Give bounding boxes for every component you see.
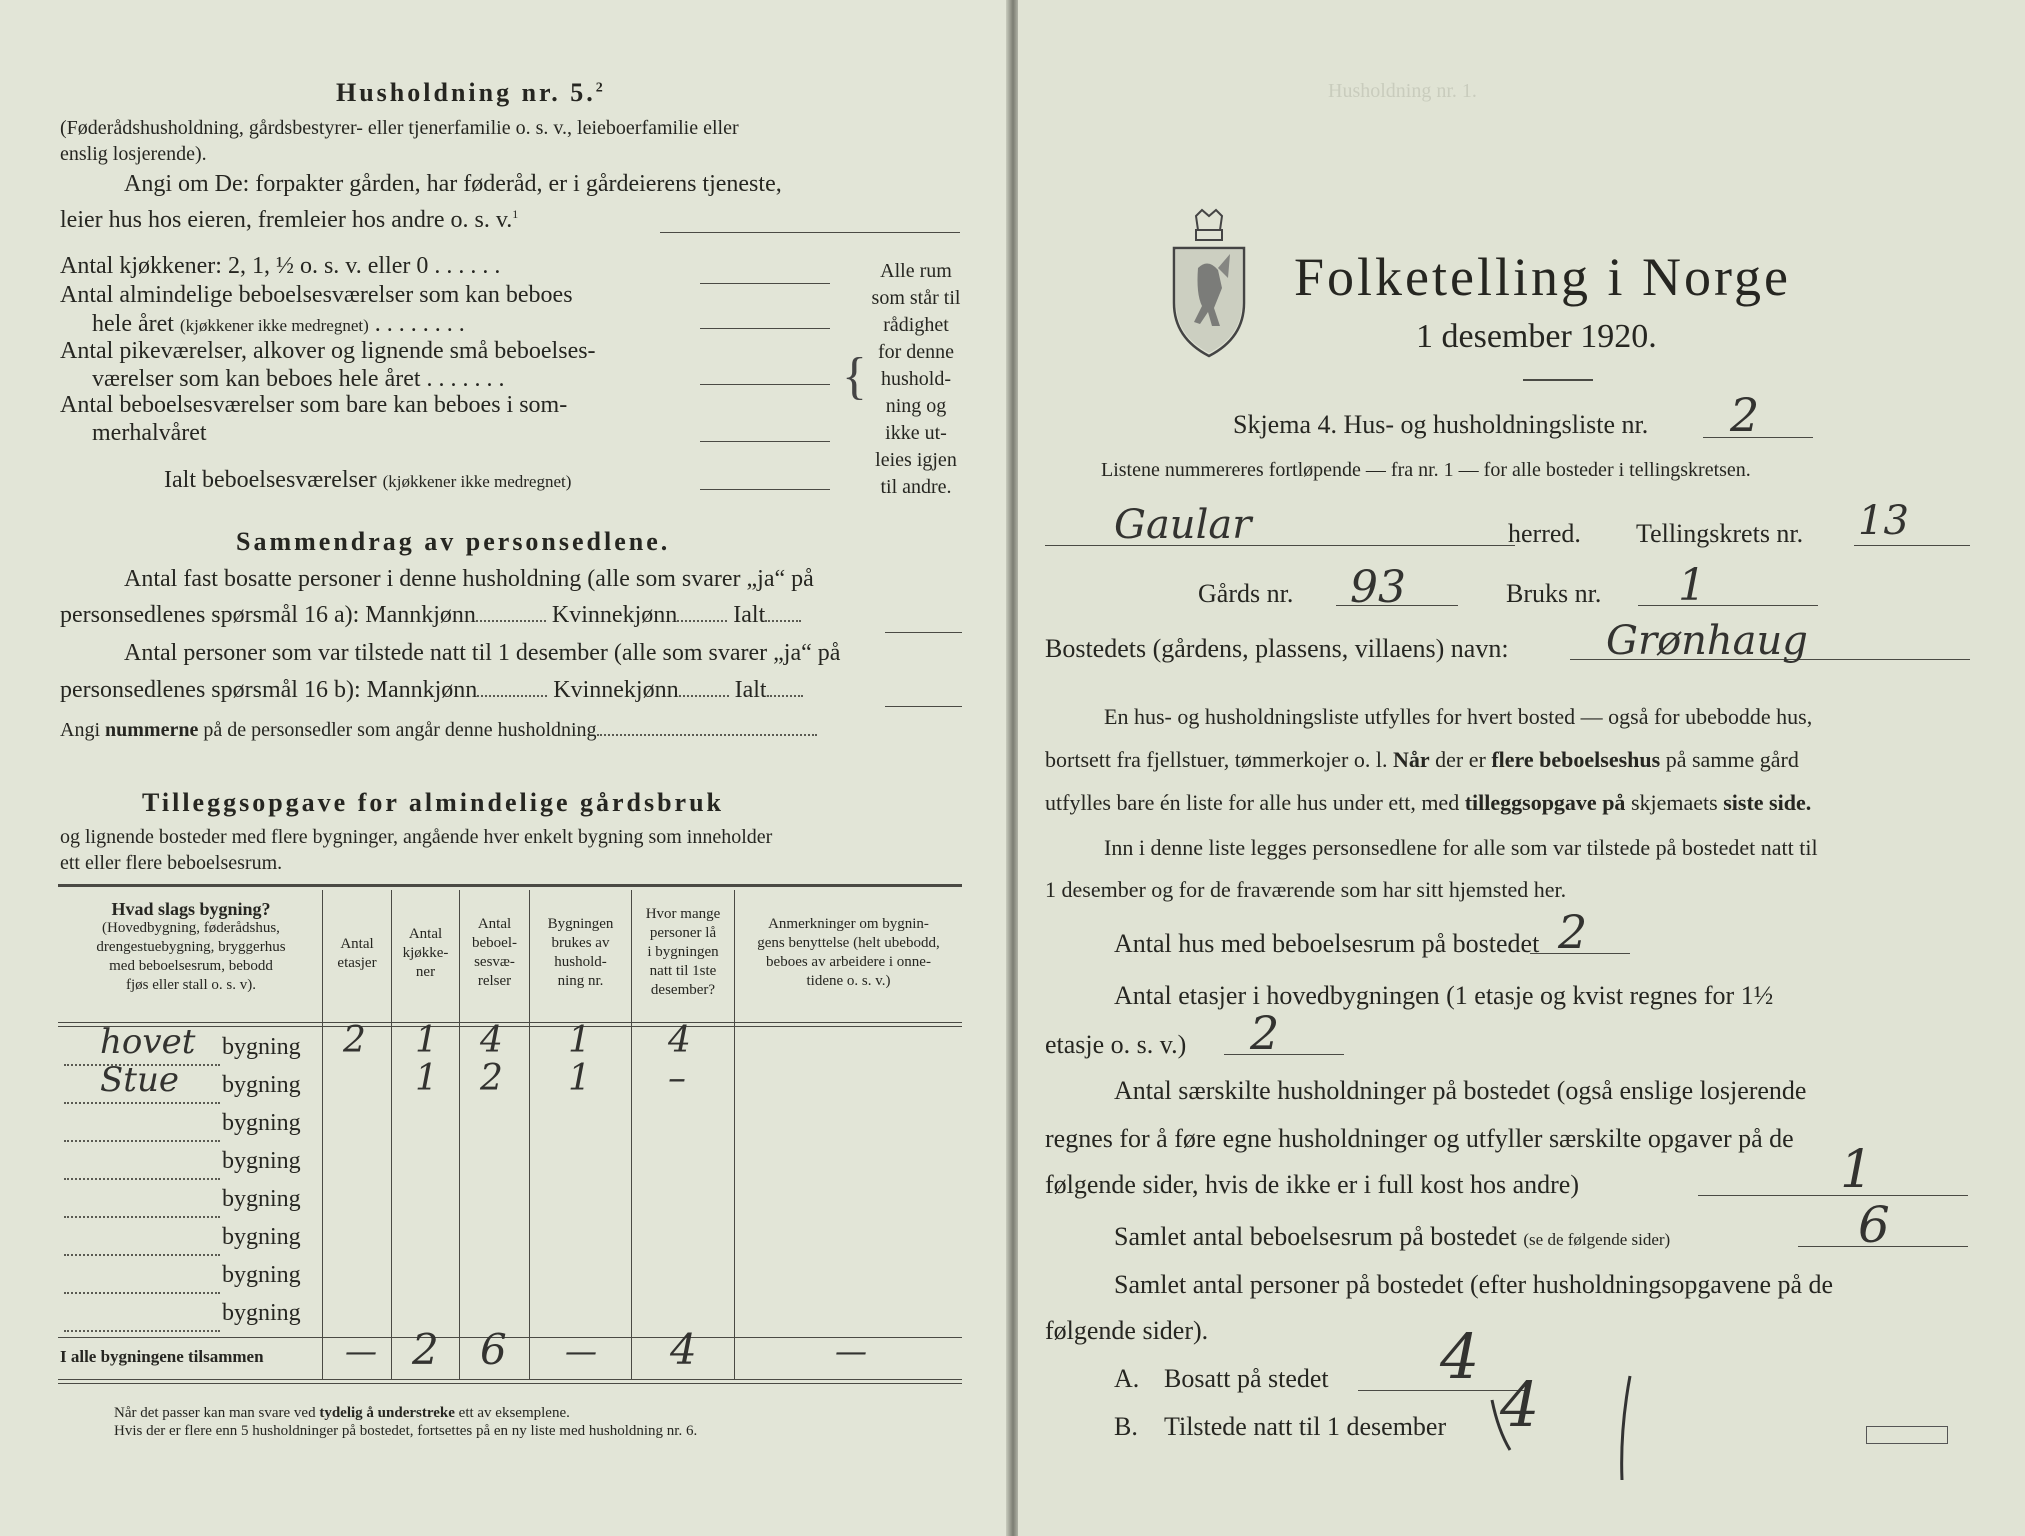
a-label: A. bbox=[1114, 1364, 1140, 1393]
header-beboelses: Antal beboel- sesvæ- relser bbox=[472, 916, 517, 989]
header-etasjer: Antal etasjer bbox=[337, 936, 377, 971]
gards-value: 93 bbox=[1350, 562, 1406, 613]
alm-line2: hele året (kjøkkener ikke medregnet) . . . . . . . . bbox=[92, 311, 465, 337]
row-bygning-label: bygning bbox=[222, 1034, 301, 1060]
bleed-through-heading: Husholdning nr. 1. bbox=[1328, 80, 1477, 102]
total-brukes: — bbox=[565, 1332, 597, 1370]
q-hush-line2: regnes for å føre egne husholdninger og utfyller særskilte opgaver på de bbox=[1045, 1124, 1794, 1153]
row-etasjer-cell: 2 bbox=[343, 1020, 366, 1061]
a-text: Bosatt på stedet bbox=[1164, 1364, 1329, 1393]
q-samlet-rum-value: 6 bbox=[1858, 1196, 1890, 1254]
tillegg-title: Tilleggsopgave for almindelige gårdsbruk bbox=[142, 788, 725, 817]
row-building-name: Stue bbox=[100, 1060, 179, 1100]
q-hush-value: 1 bbox=[1840, 1140, 1874, 1200]
alm-line1: Antal almindelige beboelsesværelser som kan beboes bbox=[60, 282, 573, 308]
census-title: Folketelling i Norge bbox=[1294, 247, 1791, 307]
row-beboelses-cell: 4 bbox=[480, 1020, 503, 1061]
tillegg-text-line1: og lignende bosteder med flere bygninger, angående hver enkelt bygning som inneholder bbox=[60, 826, 773, 848]
right-page bbox=[1018, 0, 2025, 1536]
skjema-label: Skjema 4. Hus- og husholdningsliste nr. bbox=[1233, 410, 1649, 439]
row-bygning-label: bygning bbox=[222, 1072, 301, 1098]
row-bygning-label: bygning bbox=[222, 1224, 301, 1250]
q-hus-value: 2 bbox=[1558, 905, 1588, 959]
q-etasjer-line1: Antal etasjer i hovedbygningen (1 etasje og kvist regnes for 1½ bbox=[1114, 981, 1774, 1010]
row-brukes-cell: 1 bbox=[568, 1058, 591, 1099]
header-anmerkninger: Anmerkninger om bygnin- gens benyttelse (helt ubebodd, beboes av arbeidere i onne- tidene o. s. v.) bbox=[757, 916, 940, 989]
tellingskrets-value: 13 bbox=[1858, 498, 1909, 544]
row-bygning-label: bygning bbox=[222, 1300, 301, 1326]
total-anm: — bbox=[835, 1332, 867, 1370]
b-value: 4 bbox=[1500, 1368, 1540, 1441]
total-personer: 4 bbox=[670, 1325, 697, 1374]
pike-line1: Antal pikeværelser, alkover og lignende små beboelses- bbox=[60, 338, 596, 364]
household-subtitle-line2: enslig losjerende). bbox=[60, 143, 207, 165]
bruks-label: Bruks nr. bbox=[1506, 579, 1602, 608]
sammendrag-p3: Angi nummerne på de personsedler som angår denne husholdning bbox=[60, 719, 817, 742]
census-date: 1 desember 1920. bbox=[1416, 318, 1657, 355]
skjema-value: 2 bbox=[1730, 388, 1760, 442]
sommer-line2: merhalvåret bbox=[92, 420, 207, 446]
bosted-label: Bostedets (gårdens, plassens, villaens) navn: bbox=[1045, 634, 1509, 663]
instr-line3: utfylles bare én liste for alle hus under ett, med tilleggsopgave på skjemaets siste side. bbox=[1045, 790, 1812, 815]
angi-answer-line bbox=[660, 232, 960, 233]
tillegg-text-line2: ett eller flere beboelsesrum. bbox=[60, 852, 283, 874]
total-etasjer: — bbox=[345, 1332, 377, 1370]
sammendrag-p2-line2: personsedlenes spørsmål 16 b): Mannkjønn Kvinnekjønn Ialt bbox=[60, 677, 803, 704]
row-bygning-label: bygning bbox=[222, 1262, 301, 1288]
q-hush-line3: følgende sider, hvis de ikke er i full kost hos andre) bbox=[1045, 1170, 1579, 1199]
sammendrag-p2-line1: Antal personer som var tilstede natt til 1 desember (alle som svarer „ja“ på bbox=[124, 640, 841, 666]
herred-label: herred. bbox=[1508, 519, 1581, 548]
q-hush-line1: Antal særskilte husholdninger på bostedet (også enslige losjerende bbox=[1114, 1076, 1807, 1105]
b-text: Tilstede natt til 1 desember bbox=[1164, 1412, 1447, 1441]
instr2-line1: Inn i denne liste legges personsedlene for alle som var tilstede på bostedet natt til bbox=[1104, 835, 1818, 860]
instr-line2: bortsett fra fjellstuer, tømmerkojer o. l. Når der er flere beboelseshus på samme gård bbox=[1045, 747, 1799, 772]
brace: { bbox=[842, 348, 867, 405]
norway-coat-of-arms-icon bbox=[1168, 208, 1250, 358]
row-beboelses-cell: 2 bbox=[480, 1058, 503, 1099]
listene-note: Listene nummereres fortløpende — fra nr. 1 — for alle bosteder i tellingskretsen. bbox=[1101, 459, 1751, 481]
a-value: 4 bbox=[1440, 1320, 1480, 1393]
row-brukes-cell: 1 bbox=[568, 1020, 591, 1061]
row-kjokkener-cell: 1 bbox=[415, 1058, 438, 1099]
header-brukes: Bygningen brukes av hushold- ning nr. bbox=[547, 916, 614, 989]
q-samlet-rum-label: Samlet antal beboelsesrum på bostedet (se de følgende sider) bbox=[1114, 1222, 1671, 1251]
total-beboelses: 6 bbox=[480, 1325, 507, 1374]
left-page bbox=[0, 0, 1012, 1536]
sammendrag-title: Sammendrag av personsedlene. bbox=[236, 527, 671, 556]
bruks-value: 1 bbox=[1678, 560, 1706, 611]
handwritten-strokes bbox=[1480, 1370, 1660, 1490]
instr-line1: En hus- og husholdningsliste utfylles for hvert bosted — også for ubebodde hus, bbox=[1104, 704, 1813, 729]
sammendrag-p1-line1: Antal fast bosatte personer i denne husholdning (alle som svarer „ja“ på bbox=[124, 566, 814, 592]
printer-stamp bbox=[1866, 1426, 1948, 1444]
row-bygning-label: bygning bbox=[222, 1148, 301, 1174]
row-personer-cell: – bbox=[668, 1058, 686, 1099]
kjokkener-label: Antal kjøkkener: 2, 1, ½ o. s. v. eller 0 . . . . . . bbox=[60, 253, 501, 279]
household-subtitle-line1: (Føderådshusholdning, gårdsbestyrer- eller tjenerfamilie o. s. v., leieboerfamilie eller bbox=[60, 117, 739, 139]
total-label: I alle bygningene tilsammen bbox=[60, 1347, 264, 1366]
sammendrag-p1-line2: personsedlenes spørsmål 16 a): Mannkjønn Kvinnekjønn Ialt bbox=[60, 602, 801, 629]
rooms-note: Alle rum som står til rådighet for denne hushold- ning og ikke ut- leies igjen til andre. bbox=[871, 260, 961, 498]
row-bygning-label: bygning bbox=[222, 1110, 301, 1136]
sommer-line1: Antal beboelsesværelser som bare kan beboes i som- bbox=[60, 392, 568, 418]
total-kjokkener: 2 bbox=[412, 1325, 439, 1374]
bosted-value: Grønhaug bbox=[1606, 618, 1808, 664]
household-title: Husholdning nr. 5.$^2$ bbox=[336, 78, 606, 107]
herred-value: Gaular bbox=[1114, 502, 1252, 548]
angi-line2: leier hus hos eieren, fremleier hos andre o. s. v.$^1$ bbox=[60, 207, 519, 233]
q-etasjer-value: 2 bbox=[1250, 1006, 1280, 1060]
row-building-name: hovet bbox=[100, 1022, 196, 1062]
header-hvad: Hvad slags bygning? (Hovedbygning, føderådshus, drengestuebygning, bryggerhus med beboelsesrum, bebodd fjøs eller stall o. s. v). bbox=[96, 899, 286, 993]
instr2-line2: 1 desember og for de fraværende som har sitt hjemsted her. bbox=[1045, 877, 1567, 902]
angi-line1: Angi om De: forpakter gården, har føderåd, er i gårdeierens tjeneste, bbox=[124, 171, 782, 197]
q-etasjer-line2: etasje o. s. v.) bbox=[1045, 1030, 1187, 1059]
q-samlet-pers-line2: følgende sider). bbox=[1045, 1316, 1209, 1345]
header-kjokkener: Antal kjøkke- ner bbox=[402, 926, 449, 980]
gards-label: Gårds nr. bbox=[1198, 579, 1294, 608]
row-kjokkener-cell: 1 bbox=[415, 1020, 438, 1061]
tellingskrets-label: Tellingskrets nr. bbox=[1636, 519, 1804, 548]
row-personer-cell: 4 bbox=[668, 1020, 691, 1061]
q-hus-label: Antal hus med beboelsesrum på bostedet bbox=[1114, 929, 1540, 958]
footnote-line2: Hvis der er flere enn 5 husholdninger på bostedet, fortsettes på en ny liste med husholdning nr. 6. bbox=[114, 1423, 698, 1439]
q-samlet-pers-line1: Samlet antal personer på bostedet (efter husholdningsopgavene på de bbox=[1114, 1270, 1834, 1299]
b-label: B. bbox=[1114, 1412, 1138, 1441]
row-bygning-label: bygning bbox=[222, 1186, 301, 1212]
ialt-line: Ialt beboelsesværelser (kjøkkener ikke medregnet) bbox=[164, 467, 572, 493]
header-personer: Hvor mange personer lå i bygningen natt til 1ste desember? bbox=[645, 906, 721, 998]
footnote-line1: Når det passer kan man svare ved tydelig å understreke ett av eksemplene. bbox=[114, 1405, 570, 1421]
pike-line2: værelser som kan beboes hele året . . . . . . . bbox=[92, 366, 505, 392]
